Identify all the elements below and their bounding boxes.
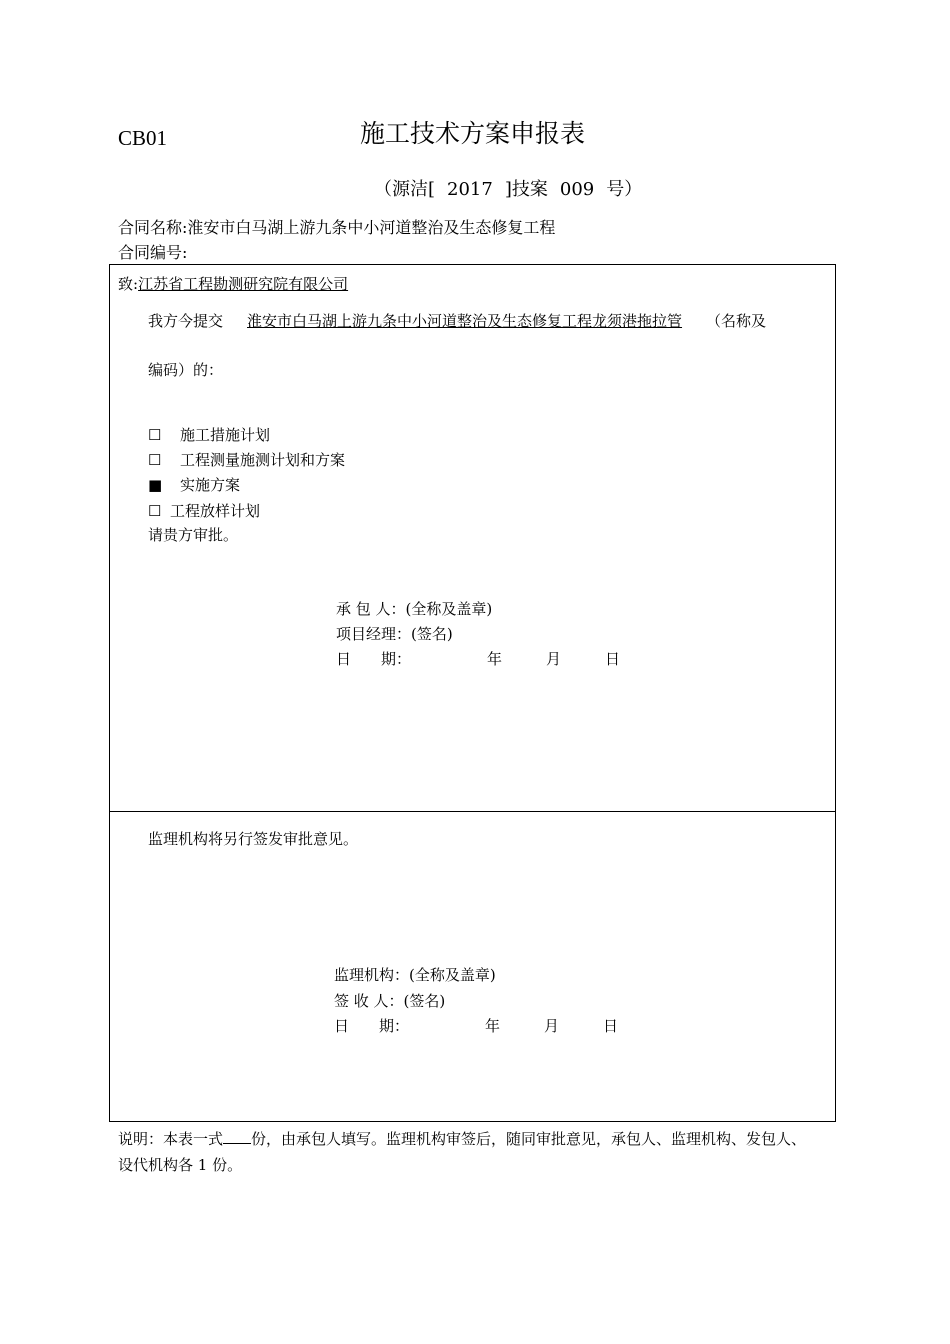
- submission-date-day: 日: [605, 650, 621, 668]
- checkbox-icon: ☐: [148, 426, 162, 444]
- receipt-date-label: 日 期：: [334, 1017, 410, 1035]
- option-label: 工程测量施测计划和方案: [180, 451, 346, 469]
- recipient-line: [118, 273, 348, 294]
- submission-date-year: 年: [487, 650, 503, 668]
- submission-line-2: 编码）的：: [148, 361, 224, 379]
- submission-suffix: （名称及: [706, 312, 767, 330]
- ref-no: 009: [559, 179, 595, 200]
- contract-name-label: 合同名称:: [118, 218, 188, 237]
- submission-date-label: 日 期：: [336, 650, 412, 668]
- option-label: 工程放样计划: [170, 502, 261, 520]
- manager-signature: 项目经理：(签名): [336, 625, 453, 643]
- option-layout-plan[interactable]: [148, 500, 260, 521]
- option-survey-plan[interactable]: [148, 449, 345, 470]
- contract-name: [118, 215, 555, 238]
- option-implementation-plan[interactable]: [148, 474, 240, 495]
- option-construction-plan[interactable]: [148, 424, 270, 445]
- submission-line: [148, 310, 766, 331]
- contractor-signature: 承 包 人：(全称及盖章): [336, 600, 493, 618]
- footer-note-prefix: 说明：本表一式: [118, 1130, 224, 1148]
- contract-number: [118, 240, 187, 263]
- ref-prefix: （源洁[: [374, 179, 436, 200]
- submission-value: 淮安市白马湖上游九条中小河道整治及生态修复工程龙须港拖拉管: [247, 312, 683, 330]
- footer-note-line-2: 设代机构各 1 份。: [118, 1156, 243, 1174]
- reference-number: [374, 175, 642, 201]
- checked-box-icon: ■: [148, 476, 163, 494]
- form-title: 施工技术方案申报表: [360, 119, 586, 148]
- receipt-date-month: 月: [544, 1017, 560, 1035]
- receipt-date-day: 日: [603, 1017, 619, 1035]
- supervisor-signature: 监理机构：(全称及盖章): [334, 966, 496, 984]
- option-label: 施工措施计划: [180, 426, 271, 444]
- contract-number-label: 合同编号:: [118, 243, 188, 262]
- receiver-signature: 签 收 人：(签名): [334, 992, 446, 1010]
- recipient-value: 江苏省工程勘测研究院有限公司: [138, 275, 349, 293]
- footer-note-suffix: 份，由承包人填写。监理机构审签后，随同审批意见，承包人、监理机构、发包人、: [251, 1130, 807, 1148]
- checkbox-icon: ☐: [148, 451, 162, 469]
- receipt-date-year: 年: [485, 1017, 501, 1035]
- supervision-note: 监理机构将另行签发审批意见。: [148, 830, 359, 848]
- contract-name-value: 淮安市白马湖上游九条中小河道整治及生态修复工程: [187, 218, 556, 237]
- option-label: 实施方案: [180, 476, 241, 494]
- form-code: CB01: [118, 126, 168, 150]
- ref-year: 2017: [447, 179, 493, 200]
- submission-prefix: 我方今提交: [148, 312, 224, 330]
- submission-date-month: 月: [546, 650, 562, 668]
- ref-mid: ]技案: [504, 179, 548, 200]
- ref-suffix: 号）: [606, 179, 643, 200]
- checkbox-icon: ☐: [148, 502, 162, 520]
- approval-request: 请贵方审批。: [148, 526, 239, 544]
- copies-blank: [223, 1129, 251, 1144]
- recipient-label: 致:: [118, 275, 139, 293]
- footer-note: [118, 1128, 806, 1149]
